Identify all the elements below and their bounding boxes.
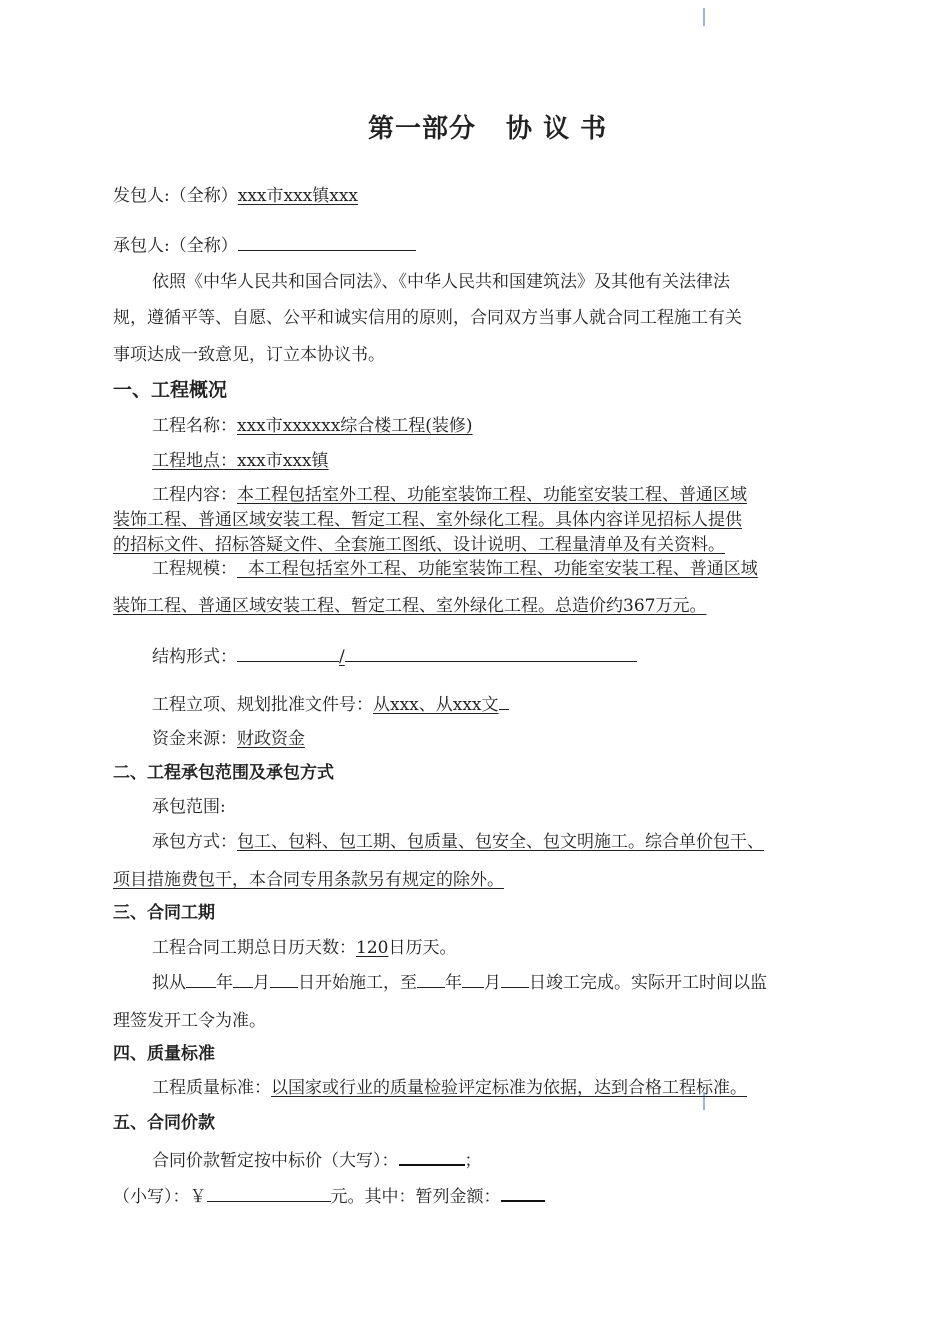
contractor-blank: [238, 234, 416, 251]
start-text: 日开始施工，至: [298, 973, 417, 993]
employer-label: 发包人:（全称）: [113, 186, 238, 206]
intro-line-3: 事项达成一致意见，订立本协议书。: [113, 345, 385, 365]
quality-label: 工程质量标准：: [152, 1078, 271, 1098]
section-1-heading: 一、工程概况: [113, 379, 228, 401]
approval-blank: [499, 693, 509, 710]
project-name-line: [152, 415, 473, 437]
project-scale-line-2: 装饰工程、普通区域安装工程、暂定工程、室外绿化工程。总造价约367万元。: [113, 596, 707, 616]
schedule-from: 拟从: [152, 973, 186, 993]
provisional-sum-blank: [501, 1184, 545, 1202]
start-month-blank: [233, 971, 253, 988]
end-day-blank: [501, 971, 529, 988]
method-line-1: [152, 831, 764, 853]
title-part: 第一部分: [368, 114, 477, 144]
start-year-blank: [186, 971, 216, 988]
method-value-1: 包工、包料、包工期、包质量、包安全、包文明施工。综合单价包干、: [237, 832, 764, 852]
duration-label: 工程合同工期总日历天数：: [152, 938, 356, 958]
duration-unit: 日历天。: [388, 938, 457, 958]
price-lower-label: （小写）：￥: [113, 1187, 207, 1207]
end-text: 日竣工完成。实际开工时间以监: [529, 973, 767, 993]
fund-value: 财政资金: [237, 729, 305, 749]
approval-line: [152, 693, 509, 716]
project-content-line-2: 装饰工程、普通区域安装工程、暂定工程、室外绿化工程。具体内容详见招标人提供: [113, 510, 742, 530]
structure-line: [152, 645, 637, 668]
intro-line-2: 规，遵循平等、自愿、公平和诚实信用的原则，合同双方当事人就合同工程施工有关: [113, 308, 742, 328]
contractor-label: 承包人:（全称）: [113, 236, 238, 256]
fund-line: [152, 728, 305, 750]
project-name-value: xxx市xxxxxx综合楼工程(装修): [237, 416, 473, 436]
price-lower-line: [113, 1184, 545, 1208]
end-year-text: 年: [445, 973, 462, 993]
end-month-blank: [462, 971, 484, 988]
employer-value: xxx市xxx镇xxx: [237, 186, 359, 206]
edit-marker-top: [703, 8, 705, 26]
section-3-heading: 三、合同工期: [113, 903, 215, 923]
contractor-line: [113, 234, 416, 257]
price-upper-semicolon: ；: [464, 1151, 482, 1171]
end-month-text: 月: [484, 973, 501, 993]
fund-label: 资金来源：: [152, 729, 237, 749]
end-year-blank: [417, 971, 445, 988]
structure-blank-left: [237, 645, 339, 662]
project-scale-label: 工程规模：: [152, 559, 237, 579]
scope-label: 承包范围:: [152, 797, 226, 817]
structure-label: 结构形式：: [152, 647, 237, 667]
project-content-line-3: 的招标文件、招标答疑文件、全套施工图纸、设计说明、工程量清单及有关资料。: [113, 535, 725, 555]
intro-line-1: 依照《中华人民共和国合同法》、《中华人民共和国建筑法》及其他有关法律法: [152, 272, 730, 292]
duration-line: [152, 937, 456, 959]
project-content-label: 工程内容：: [152, 485, 237, 505]
price-upper-line: [152, 1148, 482, 1172]
section-5-heading: 五、合同价款: [113, 1113, 215, 1133]
start-month-text: 月: [253, 973, 270, 993]
method-label: 承包方式：: [152, 832, 237, 852]
section-4-heading: 四、质量标准: [113, 1044, 215, 1064]
start-year-text: 年: [216, 973, 233, 993]
project-scale-line-1: [152, 558, 758, 580]
page-title: [368, 108, 607, 145]
schedule-line-2: 理签发开工令为准。: [113, 1011, 266, 1031]
price-lower-blank: [207, 1185, 331, 1202]
project-content-value-1: 本工程包括室外工程、功能室装饰工程、功能室安装工程、普通区域: [237, 485, 747, 505]
quality-value: 以国家或行业的质量检验评定标准为依据，达到合格工程标准。: [271, 1078, 747, 1098]
approval-label: 工程立项、规划批准文件号：: [152, 695, 373, 715]
price-lower-mid: 元。其中：暂列金额：: [330, 1187, 501, 1207]
duration-days: 120: [356, 938, 389, 958]
project-scale-value-1: 本工程包括室外工程、功能室装饰工程、功能室安装工程、普通区域: [237, 559, 758, 579]
section-2-heading: 二、工程承包范围及承包方式: [113, 763, 334, 783]
method-line-2: 项目措施费包干，本合同专用条款另有规定的除外。: [113, 870, 504, 890]
project-name-label: 工程名称：: [152, 416, 237, 436]
structure-value: /: [339, 647, 345, 667]
structure-blank-right: [345, 645, 637, 662]
start-day-blank: [270, 971, 298, 988]
quality-line: [152, 1077, 747, 1099]
employer-line: [113, 185, 358, 207]
price-upper-blank: [399, 1148, 465, 1166]
approval-value: 从xxx、从xxx文: [373, 695, 499, 715]
price-upper-label: 合同价款暂定按中标价（大写）：: [152, 1151, 399, 1171]
schedule-line-1: [152, 971, 767, 994]
project-site: 工程地点：xxx市xxx镇: [152, 451, 329, 471]
project-content-line-1: [152, 484, 747, 506]
title-name: 协 议 书: [506, 114, 608, 144]
